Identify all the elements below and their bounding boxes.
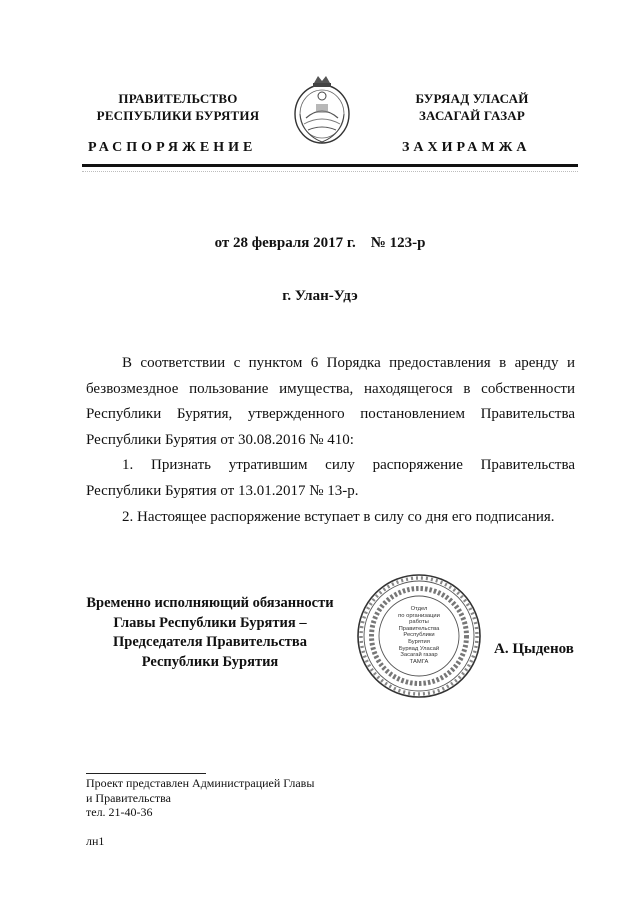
header-left-line2: РЕСПУБЛИКИ БУРЯТИЯ: [96, 108, 260, 123]
city-line: г. Улан-Удэ: [282, 288, 358, 304]
round-seal-stamp-icon: [355, 572, 483, 700]
header-dotted-line: [82, 171, 578, 172]
republic-of-buryatia-emblem-icon: [292, 74, 352, 146]
header-left-line1: ПРАВИТЕЛЬСТВО: [118, 91, 238, 106]
footer-phone: тел. 21-40-36: [86, 805, 153, 819]
date-number-line: от 28 февраля 2017 г. № 123-р: [214, 235, 426, 251]
header-right-line2: ЗАСАГАЙ ГАЗАР: [418, 108, 526, 123]
footer-line1: Проект представлен Администрацией Главы: [86, 776, 315, 790]
preamble-paragraph: В соответствии с пунктом 6 Порядка предоставления в аренду и безвозмездное пользование имущества, находящегося в собственности Республики Бурятия, утвержденного постановлением Правительства Республики Бурятия от 30.08.2016 № 410:: [86, 355, 575, 448]
signature-line4: Республики Бурятия: [141, 653, 279, 670]
signature-title: [70, 594, 350, 672]
seal-inner-text: Отдел по организации работы Правительства Республики Бурятия Буряад Уласай Засагай газар ТАМГА: [398, 606, 440, 665]
header-rule: [82, 164, 578, 167]
signature-line1: Временно исполняющий обязанности: [86, 595, 334, 611]
doc-type-left: РАСПОРЯЖЕНИЕ: [88, 140, 257, 155]
signature-line3: Председателя Правительства: [113, 634, 307, 650]
footer-note: [86, 776, 314, 820]
document-body: [86, 351, 575, 530]
item-2-paragraph: 2. Настоящее распоряжение вступает в силу со дня его подписания.: [122, 508, 555, 525]
signature-line2: Главы Республики Бурятия –: [113, 614, 307, 631]
header-right-line1: БУРЯАД УЛАСАЙ: [415, 91, 529, 106]
signatory-name: А. Цыденов: [494, 641, 574, 657]
item-1-paragraph: 1. Признать утратившим силу распоряжение Правительства Республики Бурятия от 13.01.2017 № 13-р.: [86, 457, 575, 499]
footer-code: лн1: [86, 834, 105, 848]
header-left: [78, 90, 278, 124]
doc-type-right: ЗАХИРАМЖА: [402, 140, 531, 155]
footer-rule: [86, 773, 206, 774]
header-right: [372, 90, 572, 124]
footer-line2: и Правительства: [86, 790, 171, 805]
